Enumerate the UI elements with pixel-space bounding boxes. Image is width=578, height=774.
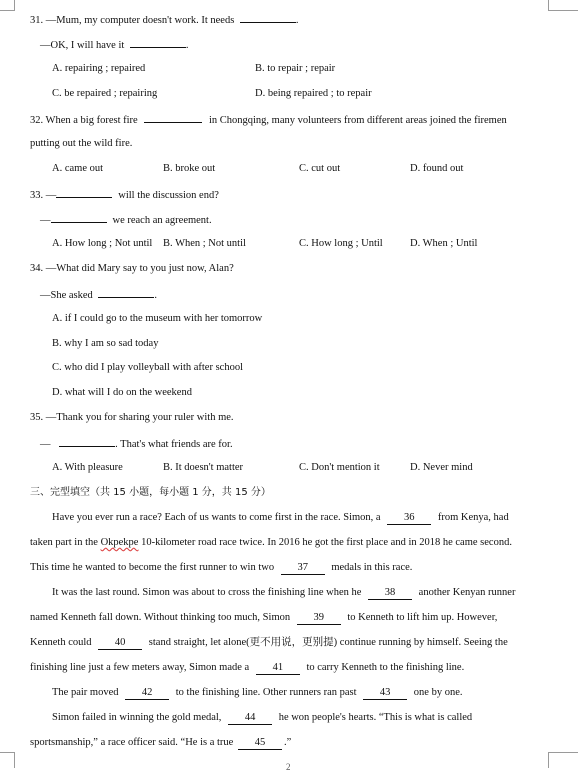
blank-37: 37 — [281, 562, 325, 575]
q31-blank-1 — [240, 12, 296, 23]
q34-option-c: C. who did I play volleyball with after school — [52, 362, 244, 373]
q32-option-d: D. found out — [410, 163, 464, 174]
q31-option-d: D. being repaired ; to repair — [255, 88, 372, 99]
q32-option-a: A. came out — [52, 163, 104, 174]
passage-text: taken part in the — [30, 537, 98, 548]
passage-text: 10-kilometer road race twice. In 2016 he got the first place and in 2018 he came second. — [141, 537, 512, 548]
q31-stem: 31. —Mum, my computer doesn't work. It needs . — [30, 12, 299, 28]
section-heading: 三、完型填空（共 15 小题，每小题 1 分，共 15 分） — [30, 487, 271, 498]
passage-text: he won people's hearts. “This is what is called — [278, 712, 473, 723]
page-number: 2 — [286, 762, 291, 772]
q35-option-b: B. It doesn't matter — [163, 462, 244, 473]
passage-text: finishing line just a few meters away, Simon made a — [30, 662, 250, 673]
passage-text: another Kenyan runner — [418, 587, 516, 598]
passage-text: The pair moved — [52, 687, 119, 698]
q32-text-a: 32. When a big forest fire — [30, 115, 138, 126]
q35-option-d: D. Never mind — [410, 462, 473, 473]
passage-text: Kenneth could — [30, 637, 92, 648]
q35-response-b: . That's what friends are for. — [115, 439, 233, 450]
q31-option-c: C. be repaired ; repairing — [52, 88, 158, 99]
q31-response: —OK, I will have it . — [40, 37, 189, 53]
q33-text-a: 33. — — [30, 190, 57, 201]
q33-text-b: will the discussion end? — [118, 190, 219, 201]
q34-option-d: D. what will I do on the weekend — [52, 387, 192, 398]
q32-blank — [144, 112, 202, 123]
q34-option-a: A. if I could go to the museum with her tomorrow — [52, 313, 263, 324]
corner-mark-bottom-left-h — [0, 752, 14, 753]
blank-44: 44 — [228, 712, 272, 725]
passage-p4-line1 — [52, 711, 472, 725]
q35-response — [40, 436, 233, 452]
q34-option-b: B. why I am so sad today — [52, 338, 159, 349]
passage-p2-line3 — [30, 636, 508, 650]
q35-option-a: A. With pleasure — [52, 462, 123, 473]
passage-p3-line1 — [52, 686, 462, 700]
place-name-okpekpe: Okpekpe — [100, 537, 139, 548]
corner-mark-top-left-v — [14, 0, 15, 11]
q34-stem: 34. —What did Mary say to you just now, Alan? — [30, 263, 234, 274]
q35-response-a: — — [40, 439, 51, 450]
passage-p4-line2 — [30, 736, 291, 750]
q33-blank-2 — [51, 212, 107, 223]
q33-option-b: B. When ; Not until — [163, 238, 246, 249]
passage-text: Have you ever run a race? Each of us wants to come first in the race. Simon, a — [52, 512, 381, 523]
q34-blank — [98, 287, 154, 298]
passage-text: medals in this race. — [331, 562, 413, 573]
passage-p1-line2 — [30, 536, 512, 550]
q32-option-c: C. cut out — [299, 163, 341, 174]
corner-mark-bottom-right-v — [548, 752, 549, 768]
passage-text: one by one. — [413, 687, 463, 698]
passage-text: to the finishing line. Other runners ran past — [175, 687, 357, 698]
blank-39: 39 — [297, 612, 341, 625]
q31-blank-2 — [130, 37, 186, 48]
q33-stem — [30, 187, 219, 203]
passage-text: to carry Kenneth to the finishing line. — [306, 662, 465, 673]
passage-text: It was the last round. Simon was about to cross the finishing line when he — [52, 587, 362, 598]
q35-option-c: C. Don't mention it — [299, 462, 380, 473]
q31-response-text: —OK, I will have it — [40, 40, 125, 51]
q34-response-text: —She asked — [40, 290, 93, 301]
q33-option-c: C. How long ; Until — [299, 238, 383, 249]
passage-text: named Kenneth fall down. Without thinking too much, Simon — [30, 612, 291, 623]
q31-option-a: A. repairing ; repaired — [52, 63, 146, 74]
passage-p2-line2 — [30, 611, 497, 625]
passage-p1-line3 — [30, 561, 412, 575]
corner-mark-top-right-h — [548, 10, 578, 11]
corner-mark-bottom-right-h — [548, 752, 578, 753]
blank-43: 43 — [363, 687, 407, 700]
corner-mark-top-right-v — [548, 0, 549, 11]
blank-42: 42 — [125, 687, 169, 700]
q32-option-b: B. broke out — [163, 163, 216, 174]
q35-blank — [59, 436, 115, 447]
q33-response-a: — — [40, 215, 51, 226]
passage-text: This time he wanted to become the first runner to win two — [30, 562, 275, 573]
corner-mark-bottom-left-v — [14, 752, 15, 768]
q32-text-b: in Chongqing, many volunteers from different areas joined the firemen — [208, 115, 507, 126]
passage-text: from Kenya, had — [437, 512, 509, 523]
passage-text: Simon failed in winning the gold medal, — [52, 712, 222, 723]
passage-text: stand straight, let alone(更不用说，更别提) continue running by himself. Seeing the — [148, 637, 508, 648]
passage-p2-line4 — [30, 661, 464, 675]
q33-option-d: D. When ; Until — [410, 238, 478, 249]
blank-38: 38 — [368, 587, 412, 600]
blank-41: 41 — [256, 662, 300, 675]
passage-text: .” — [283, 737, 292, 748]
blank-40: 40 — [98, 637, 142, 650]
passage-p2-line1 — [52, 586, 515, 600]
corner-mark-top-left-h — [0, 10, 14, 11]
q33-response — [40, 212, 212, 228]
q31-option-b: B. to repair ; repair — [255, 63, 336, 74]
q33-option-a: A. How long ; Not until — [52, 238, 153, 249]
q33-blank-1 — [56, 187, 112, 198]
q32-stem-cont: putting out the wild fire. — [30, 138, 133, 149]
q35-stem: 35. —Thank you for sharing your ruler with me. — [30, 412, 234, 423]
q33-response-b: we reach an agreement. — [112, 215, 212, 226]
passage-text: sportsmanship,” a race officer said. “He is a true — [30, 737, 234, 748]
blank-36: 36 — [387, 512, 431, 525]
passage-text: to Kenneth to lift him up. However, — [347, 612, 498, 623]
q34-response: —She asked . — [40, 287, 157, 303]
passage-p1-line1 — [52, 511, 509, 525]
q31-text: 31. —Mum, my computer doesn't work. It needs — [30, 15, 235, 26]
blank-45: 45 — [238, 737, 282, 750]
q32-stem — [30, 112, 507, 128]
